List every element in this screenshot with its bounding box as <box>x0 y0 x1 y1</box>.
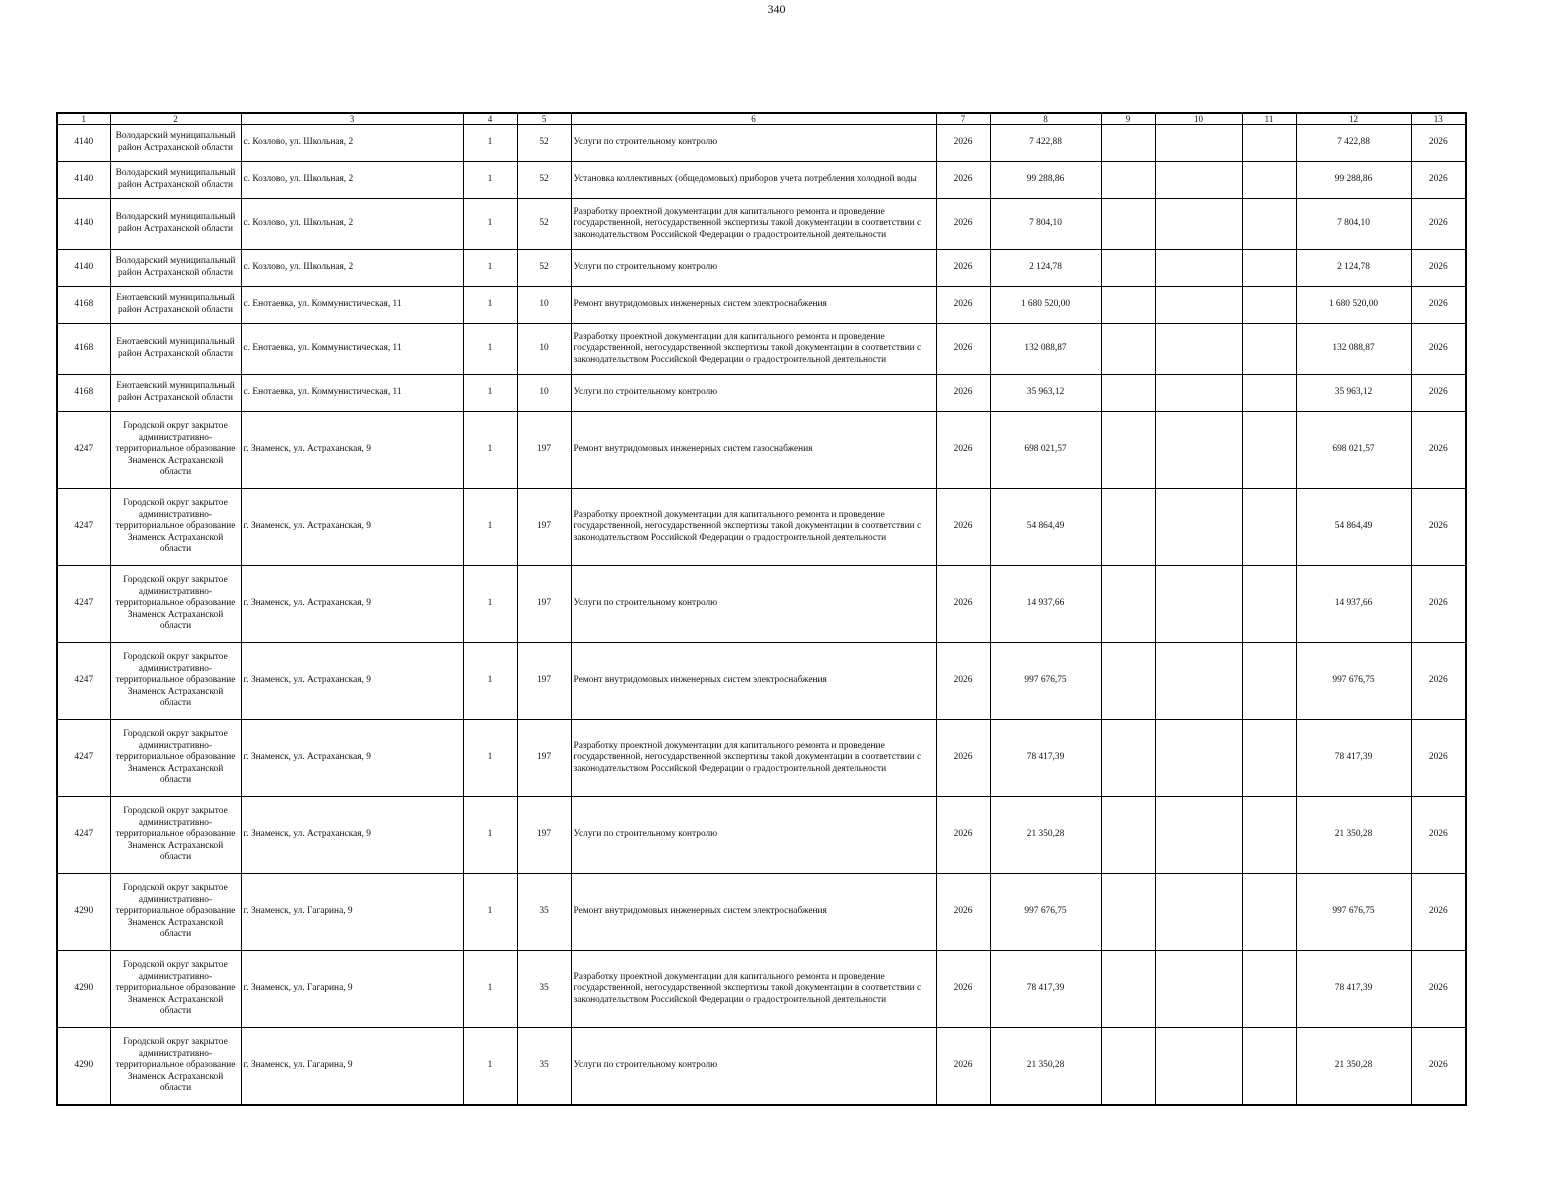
cell-address: с. Енотаевка, ул. Коммунистическая, 11 <box>241 375 463 412</box>
column-header: 5 <box>517 113 571 125</box>
cell-col13: 2026 <box>1411 250 1466 287</box>
column-header: 4 <box>463 113 517 125</box>
cell-col5: 197 <box>517 566 571 643</box>
cell-col12: 997 676,75 <box>1296 874 1411 951</box>
cell-work: Услуги по строительному контролю <box>571 797 936 874</box>
cell-address: с. Козлово, ул. Школьная, 2 <box>241 162 463 199</box>
cell-address: с. Енотаевка, ул. Коммунистическая, 11 <box>241 287 463 324</box>
cell-col11 <box>1242 412 1296 489</box>
cell-col5: 52 <box>517 162 571 199</box>
table-row <box>57 250 1466 287</box>
cell-work: Ремонт внутридомовых инженерных систем электроснабжения <box>571 874 936 951</box>
cell-col11 <box>1242 250 1296 287</box>
cell-col11 <box>1242 375 1296 412</box>
cell-year: 2026 <box>936 324 990 375</box>
cell-col9 <box>1101 162 1155 199</box>
cell-col11 <box>1242 566 1296 643</box>
cell-col9 <box>1101 1028 1155 1106</box>
cell-col5: 35 <box>517 874 571 951</box>
cell-col10 <box>1155 720 1242 797</box>
cell-col11 <box>1242 797 1296 874</box>
column-header: 6 <box>571 113 936 125</box>
capital-repair-table <box>56 112 1467 1106</box>
cell-municipality: Городской округ закрытое административно-территориальное образование Знаменск Астраханской области <box>110 566 241 643</box>
table-row <box>57 643 1466 720</box>
cell-col10 <box>1155 162 1242 199</box>
cell-col13: 2026 <box>1411 199 1466 250</box>
cell-year: 2026 <box>936 199 990 250</box>
cell-col4: 1 <box>463 287 517 324</box>
cell-col11 <box>1242 951 1296 1028</box>
cell-col12: 7 422,88 <box>1296 125 1411 162</box>
cell-work: Ремонт внутридомовых инженерных систем электроснабжения <box>571 643 936 720</box>
cell-year: 2026 <box>936 412 990 489</box>
cell-col12: 99 288,86 <box>1296 162 1411 199</box>
cell-col10 <box>1155 1028 1242 1106</box>
cell-address: с. Козлово, ул. Школьная, 2 <box>241 199 463 250</box>
cell-col9 <box>1101 287 1155 324</box>
cell-col11 <box>1242 125 1296 162</box>
cell-col4: 1 <box>463 566 517 643</box>
cell-col12: 21 350,28 <box>1296 1028 1411 1106</box>
cell-cost: 78 417,39 <box>990 951 1101 1028</box>
table-row <box>57 287 1466 324</box>
cell-id: 4247 <box>57 643 110 720</box>
table-row <box>57 199 1466 250</box>
cell-col9 <box>1101 797 1155 874</box>
cell-col9 <box>1101 412 1155 489</box>
cell-col13: 2026 <box>1411 162 1466 199</box>
cell-municipality: Городской округ закрытое административно-территориальное образование Знаменск Астраханской области <box>110 797 241 874</box>
cell-year: 2026 <box>936 566 990 643</box>
cell-cost: 21 350,28 <box>990 797 1101 874</box>
cell-id: 4168 <box>57 287 110 324</box>
cell-col12: 997 676,75 <box>1296 643 1411 720</box>
cell-col13: 2026 <box>1411 324 1466 375</box>
cell-municipality: Володарский муниципальный район Астраханской области <box>110 125 241 162</box>
cell-col9 <box>1101 375 1155 412</box>
cell-col4: 1 <box>463 720 517 797</box>
cell-col9 <box>1101 566 1155 643</box>
cell-col11 <box>1242 199 1296 250</box>
cell-col10 <box>1155 797 1242 874</box>
cell-col10 <box>1155 412 1242 489</box>
cell-col13: 2026 <box>1411 797 1466 874</box>
cell-col13: 2026 <box>1411 375 1466 412</box>
cell-col4: 1 <box>463 199 517 250</box>
cell-col10 <box>1155 643 1242 720</box>
cell-col12: 698 021,57 <box>1296 412 1411 489</box>
cell-col5: 52 <box>517 199 571 250</box>
cell-municipality: Енотаевский муниципальный район Астраханской области <box>110 324 241 375</box>
cell-col10 <box>1155 375 1242 412</box>
cell-col12: 2 124,78 <box>1296 250 1411 287</box>
cell-municipality: Городской округ закрытое административно-территориальное образование Знаменск Астраханской области <box>110 489 241 566</box>
cell-col13: 2026 <box>1411 412 1466 489</box>
cell-id: 4290 <box>57 951 110 1028</box>
cell-year: 2026 <box>936 250 990 287</box>
cell-address: с. Енотаевка, ул. Коммунистическая, 11 <box>241 324 463 375</box>
cell-municipality: Городской округ закрытое административно-территориальное образование Знаменск Астраханской области <box>110 1028 241 1106</box>
cell-year: 2026 <box>936 720 990 797</box>
cell-municipality: Володарский муниципальный район Астраханской области <box>110 162 241 199</box>
column-header: 9 <box>1101 113 1155 125</box>
table-row <box>57 566 1466 643</box>
cell-col12: 78 417,39 <box>1296 951 1411 1028</box>
cell-municipality: Енотаевский муниципальный район Астраханской области <box>110 287 241 324</box>
table-row <box>57 162 1466 199</box>
column-header: 11 <box>1242 113 1296 125</box>
cell-municipality: Городской округ закрытое административно-территориальное образование Знаменск Астраханской области <box>110 874 241 951</box>
table-row <box>57 375 1466 412</box>
cell-col4: 1 <box>463 162 517 199</box>
column-header: 13 <box>1411 113 1466 125</box>
cell-col11 <box>1242 643 1296 720</box>
cell-id: 4140 <box>57 125 110 162</box>
cell-col13: 2026 <box>1411 951 1466 1028</box>
cell-cost: 997 676,75 <box>990 874 1101 951</box>
cell-id: 4168 <box>57 375 110 412</box>
cell-address: г. Знаменск, ул. Гагарина, 9 <box>241 951 463 1028</box>
cell-col5: 197 <box>517 412 571 489</box>
cell-municipality: Володарский муниципальный район Астраханской области <box>110 199 241 250</box>
cell-cost: 99 288,86 <box>990 162 1101 199</box>
table-body <box>57 125 1466 1106</box>
cell-col13: 2026 <box>1411 1028 1466 1106</box>
cell-col5: 35 <box>517 951 571 1028</box>
cell-address: с. Козлово, ул. Школьная, 2 <box>241 125 463 162</box>
cell-work: Разработку проектной документации для капитального ремонта и проведение государственной, негосударственной экспертизы такой документации в соответствии с законодательством Российской Федерации о градостроительной деятельности <box>571 720 936 797</box>
cell-col4: 1 <box>463 489 517 566</box>
cell-col12: 14 937,66 <box>1296 566 1411 643</box>
cell-work: Ремонт внутридомовых инженерных систем электроснабжения <box>571 287 936 324</box>
cell-address: г. Знаменск, ул. Гагарина, 9 <box>241 1028 463 1106</box>
cell-year: 2026 <box>936 797 990 874</box>
cell-work: Услуги по строительному контролю <box>571 125 936 162</box>
table-row <box>57 951 1466 1028</box>
cell-col13: 2026 <box>1411 287 1466 324</box>
column-header: 7 <box>936 113 990 125</box>
cell-address: г. Знаменск, ул. Астраханская, 9 <box>241 489 463 566</box>
table-row <box>57 797 1466 874</box>
cell-col10 <box>1155 250 1242 287</box>
cell-cost: 35 963,12 <box>990 375 1101 412</box>
cell-col9 <box>1101 125 1155 162</box>
cell-year: 2026 <box>936 874 990 951</box>
cell-col13: 2026 <box>1411 125 1466 162</box>
cell-col4: 1 <box>463 324 517 375</box>
cell-col5: 10 <box>517 324 571 375</box>
cell-cost: 132 088,87 <box>990 324 1101 375</box>
cell-year: 2026 <box>936 375 990 412</box>
cell-year: 2026 <box>936 1028 990 1106</box>
cell-col12: 54 864,49 <box>1296 489 1411 566</box>
cell-col12: 78 417,39 <box>1296 720 1411 797</box>
cell-cost: 7 804,10 <box>990 199 1101 250</box>
cell-col5: 197 <box>517 720 571 797</box>
cell-work: Установка коллективных (общедомовых) приборов учета потребления холодной воды <box>571 162 936 199</box>
cell-address: с. Козлово, ул. Школьная, 2 <box>241 250 463 287</box>
cell-id: 4290 <box>57 874 110 951</box>
cell-col11 <box>1242 720 1296 797</box>
cell-work: Услуги по строительному контролю <box>571 1028 936 1106</box>
cell-col10 <box>1155 287 1242 324</box>
column-header: 10 <box>1155 113 1242 125</box>
cell-col10 <box>1155 566 1242 643</box>
cell-col4: 1 <box>463 874 517 951</box>
column-number-row <box>57 113 1466 125</box>
cell-year: 2026 <box>936 489 990 566</box>
cell-address: г. Знаменск, ул. Астраханская, 9 <box>241 412 463 489</box>
cell-id: 4140 <box>57 199 110 250</box>
cell-col13: 2026 <box>1411 566 1466 643</box>
cell-col11 <box>1242 287 1296 324</box>
cell-col5: 197 <box>517 797 571 874</box>
cell-address: г. Знаменск, ул. Астраханская, 9 <box>241 797 463 874</box>
cell-cost: 7 422,88 <box>990 125 1101 162</box>
cell-cost: 21 350,28 <box>990 1028 1101 1106</box>
cell-col5: 197 <box>517 489 571 566</box>
cell-id: 4168 <box>57 324 110 375</box>
cell-work: Ремонт внутридомовых инженерных систем газоснабжения <box>571 412 936 489</box>
cell-year: 2026 <box>936 287 990 324</box>
cell-cost: 78 417,39 <box>990 720 1101 797</box>
cell-cost: 2 124,78 <box>990 250 1101 287</box>
cell-work: Разработку проектной документации для капитального ремонта и проведение государственной, негосударственной экспертизы такой документации в соответствии с законодательством Российской Федерации о градостроительной деятельности <box>571 199 936 250</box>
table-row <box>57 720 1466 797</box>
cell-col9 <box>1101 250 1155 287</box>
cell-work: Услуги по строительному контролю <box>571 250 936 287</box>
column-header: 1 <box>57 113 110 125</box>
cell-year: 2026 <box>936 643 990 720</box>
cell-municipality: Городской округ закрытое административно-территориальное образование Знаменск Астраханской области <box>110 951 241 1028</box>
cell-address: г. Знаменск, ул. Астраханская, 9 <box>241 720 463 797</box>
cell-work: Услуги по строительному контролю <box>571 375 936 412</box>
cell-col10 <box>1155 125 1242 162</box>
cell-col5: 10 <box>517 375 571 412</box>
cell-work: Разработку проектной документации для капитального ремонта и проведение государственной, негосударственной экспертизы такой документации в соответствии с законодательством Российской Федерации о градостроительной деятельности <box>571 489 936 566</box>
cell-col4: 1 <box>463 643 517 720</box>
cell-year: 2026 <box>936 951 990 1028</box>
column-header: 2 <box>110 113 241 125</box>
cell-col5: 52 <box>517 125 571 162</box>
cell-col5: 52 <box>517 250 571 287</box>
cell-col11 <box>1242 162 1296 199</box>
cell-address: г. Знаменск, ул. Астраханская, 9 <box>241 643 463 720</box>
column-header: 8 <box>990 113 1101 125</box>
cell-col9 <box>1101 489 1155 566</box>
cell-col4: 1 <box>463 125 517 162</box>
cell-col13: 2026 <box>1411 643 1466 720</box>
cell-col9 <box>1101 324 1155 375</box>
column-header: 3 <box>241 113 463 125</box>
cell-col9 <box>1101 720 1155 797</box>
cell-year: 2026 <box>936 162 990 199</box>
cell-id: 4140 <box>57 250 110 287</box>
cell-col4: 1 <box>463 250 517 287</box>
cell-col10 <box>1155 951 1242 1028</box>
cell-cost: 54 864,49 <box>990 489 1101 566</box>
cell-year: 2026 <box>936 125 990 162</box>
table-row <box>57 324 1466 375</box>
cell-col12: 21 350,28 <box>1296 797 1411 874</box>
page-number: 340 <box>767 2 786 16</box>
cell-col9 <box>1101 951 1155 1028</box>
cell-cost: 1 680 520,00 <box>990 287 1101 324</box>
cell-col11 <box>1242 874 1296 951</box>
cell-col4: 1 <box>463 797 517 874</box>
cell-address: г. Знаменск, ул. Гагарина, 9 <box>241 874 463 951</box>
cell-col10 <box>1155 324 1242 375</box>
cell-id: 4247 <box>57 797 110 874</box>
column-header: 12 <box>1296 113 1411 125</box>
cell-id: 4247 <box>57 489 110 566</box>
cell-col10 <box>1155 489 1242 566</box>
cell-col11 <box>1242 489 1296 566</box>
cell-id: 4247 <box>57 412 110 489</box>
cell-col9 <box>1101 199 1155 250</box>
cell-col13: 2026 <box>1411 720 1466 797</box>
cell-col11 <box>1242 1028 1296 1106</box>
cell-address: г. Знаменск, ул. Астраханская, 9 <box>241 566 463 643</box>
table-row <box>57 1028 1466 1106</box>
cell-work: Разработку проектной документации для капитального ремонта и проведение государственной, негосударственной экспертизы такой документации в соответствии с законодательством Российской Федерации о градостроительной деятельности <box>571 951 936 1028</box>
cell-col13: 2026 <box>1411 874 1466 951</box>
table-row <box>57 412 1466 489</box>
table-row <box>57 125 1466 162</box>
cell-work: Разработку проектной документации для капитального ремонта и проведение государственной, негосударственной экспертизы такой документации в соответствии с законодательством Российской Федерации о градостроительной деятельности <box>571 324 936 375</box>
cell-col4: 1 <box>463 1028 517 1106</box>
table-row <box>57 489 1466 566</box>
cell-id: 4247 <box>57 566 110 643</box>
cell-col5: 197 <box>517 643 571 720</box>
cell-cost: 997 676,75 <box>990 643 1101 720</box>
cell-col9 <box>1101 643 1155 720</box>
cell-col13: 2026 <box>1411 489 1466 566</box>
cell-cost: 14 937,66 <box>990 566 1101 643</box>
cell-col12: 7 804,10 <box>1296 199 1411 250</box>
cell-col10 <box>1155 199 1242 250</box>
cell-col9 <box>1101 874 1155 951</box>
cell-col12: 35 963,12 <box>1296 375 1411 412</box>
cell-col4: 1 <box>463 375 517 412</box>
table-header <box>57 113 1466 125</box>
cell-id: 4290 <box>57 1028 110 1106</box>
cell-municipality: Володарский муниципальный район Астраханской области <box>110 250 241 287</box>
cell-col4: 1 <box>463 412 517 489</box>
cell-municipality: Енотаевский муниципальный район Астраханской области <box>110 375 241 412</box>
cell-col12: 132 088,87 <box>1296 324 1411 375</box>
cell-col10 <box>1155 874 1242 951</box>
cell-municipality: Городской округ закрытое административно-территориальное образование Знаменск Астраханской области <box>110 643 241 720</box>
cell-col11 <box>1242 324 1296 375</box>
cell-id: 4247 <box>57 720 110 797</box>
cell-col4: 1 <box>463 951 517 1028</box>
cell-col5: 10 <box>517 287 571 324</box>
cell-municipality: Городской округ закрытое административно-территориальное образование Знаменск Астраханской области <box>110 720 241 797</box>
cell-col5: 35 <box>517 1028 571 1106</box>
cell-work: Услуги по строительному контролю <box>571 566 936 643</box>
cell-cost: 698 021,57 <box>990 412 1101 489</box>
cell-col12: 1 680 520,00 <box>1296 287 1411 324</box>
cell-municipality: Городской округ закрытое административно-территориальное образование Знаменск Астраханской области <box>110 412 241 489</box>
table-row <box>57 874 1466 951</box>
cell-id: 4140 <box>57 162 110 199</box>
